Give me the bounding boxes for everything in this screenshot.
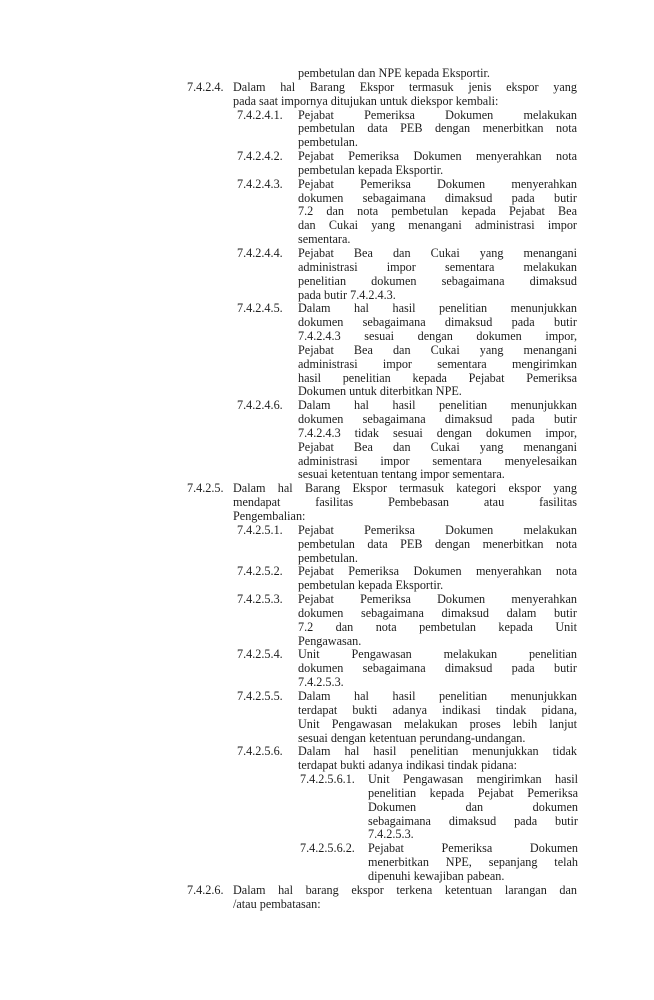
clause-item	[237, 302, 577, 399]
clause-item	[237, 399, 577, 482]
clause-text-line: Unit Pengawasan melakukan proses lebih lanjut	[298, 717, 577, 731]
clause-text-line: Pejabat Bea dan Cukai yang menangani	[298, 343, 577, 357]
clause-text-line: sesuai ketentuan tentang impor sementara.	[298, 468, 505, 482]
clause-text-line: Pejabat Pemeriksa Dokumen menyerahkan	[298, 593, 577, 607]
clause-text-line: Pejabat Pemeriksa Dokumen	[368, 842, 578, 856]
clause-text-line: 7.2 dan nota pembetulan kepada Pejabat Bea	[298, 205, 577, 219]
clause-text-line: Dalam hal hasil penelitian menunjukkan tidak	[298, 745, 577, 759]
clause-text-line: terdapat bukti adanya indikasi tindak pidana,	[298, 703, 577, 717]
clause-text-line: Unit Pengawasan mengirimkan hasil	[368, 773, 578, 787]
clause-number: 7.4.2.4.6.	[237, 398, 283, 413]
clause-text-line: mendapat fasilitas Pembebasan atau fasilitas	[233, 496, 577, 510]
clause-text-line: Dalam hal hasil penelitian menunjukkan	[298, 302, 577, 316]
clause-text-line: pembetulan kepada Eksportir.	[298, 579, 444, 593]
clause-text-line: Pejabat Bea dan Cukai yang menangani	[298, 246, 577, 260]
clause-number: 7.4.2.4.5.	[237, 301, 283, 316]
clause-item	[187, 482, 577, 524]
clause-text-line: pembetulan dan NPE kepada Eksportir.	[298, 67, 490, 80]
clause-text-line: 7.2 dan nota pembetulan kepada Unit	[298, 620, 577, 634]
clause-text-line: dokumen sebagaimana dimaksud pada butir	[298, 191, 577, 205]
clause-item	[237, 648, 577, 690]
clause-number: 7.4.2.5.6.	[237, 744, 283, 759]
clause-text-line: sesuai dengan ketentuan perundang-undangan.	[298, 731, 526, 745]
clause-text-line: Dalam hal Barang Ekspor termasuk kategori ekspor yang	[233, 482, 577, 496]
clause-text-line: Pengembalian:	[233, 510, 306, 523]
clause-number: 7.4.2.5.4.	[237, 647, 283, 662]
clause-item	[237, 593, 577, 648]
clause-text-line: Dokumen dan dokumen	[368, 800, 578, 814]
clause-text-line: pembetulan data PEB dengan menerbitkan nota	[298, 122, 577, 136]
clause-text-line: dokumen sebagaimana dimaksud dalam butir	[298, 606, 577, 620]
clause-text-line: pembetulan.	[298, 136, 358, 150]
clause-number: 7.4.2.5.6.1.	[300, 772, 355, 787]
clause-text-line: Dalam hal hasil penelitian menunjukkan	[298, 689, 577, 703]
clause-text-line: dokumen sebagaimana dimaksud pada butir	[298, 413, 577, 427]
clause-text-line: pembetulan data PEB dengan menerbitkan nota	[298, 537, 577, 551]
clause-text-line: administrasi impor sementara menyelesaikan	[298, 454, 577, 468]
clause-text-line: Dokumen untuk diterbitkan NPE.	[298, 385, 462, 399]
clause-text-line: administrasi impor sementara melakukan	[298, 260, 577, 274]
clause-text-line: Pejabat Pemeriksa Dokumen menyerahkan nota	[298, 150, 577, 164]
clause-text-line: dipenuhi kewajiban pabean.	[368, 869, 505, 883]
clause-text-line: dan Cukai yang menangani administrasi impor	[298, 219, 577, 233]
clause-number: 7.4.2.5.3.	[237, 592, 283, 607]
clause-item	[300, 773, 578, 842]
clause-number: 7.4.2.5.	[187, 481, 224, 496]
clause-text-line: pada saat impornya ditujukan untuk diekspor kembali:	[233, 94, 499, 108]
clause-text-line: Dalam hal Barang Ekspor termasuk jenis ekspor yang	[233, 80, 577, 94]
clause-text-line: dokumen sebagaimana dimaksud pada butir	[298, 316, 577, 330]
clause-text-line: Dalam hal barang ekspor terkena ketentuan larangan dan	[233, 883, 577, 897]
clause-text-line: 7.4.2.4.3 sesuai dengan dokumen impor,	[298, 330, 577, 344]
clause-item	[237, 565, 577, 593]
clause-item	[237, 247, 577, 302]
clause-text-line: Pengawasan.	[298, 634, 362, 648]
clause-text-line: Pejabat Pemeriksa Dokumen melakukan	[298, 523, 577, 537]
clause-number: 7.4.2.6.	[187, 882, 224, 897]
clause-text-line: Pejabat Bea dan Cukai yang menangani	[298, 440, 577, 454]
clause-text-line: penelitian kepada Pejabat Pemeriksa	[368, 786, 578, 800]
clause-text-line: pembetulan.	[298, 551, 358, 565]
clause-text-line: dokumen sebagaimana dimaksud pada butir	[298, 662, 577, 676]
clause-item	[187, 81, 577, 109]
clause-text-line: /atau pembatasan:	[233, 897, 321, 911]
clause-number: 7.4.2.4.1.	[237, 107, 283, 122]
clause-text-line: 7.4.2.5.3.	[298, 676, 344, 690]
clause-number: 7.4.2.5.1.	[237, 522, 283, 537]
clause-text-line: administrasi impor sementara mengirimkan	[298, 357, 577, 371]
clause-text-line: pembetulan kepada Eksportir.	[298, 163, 444, 177]
clause-text-line: sementara.	[298, 233, 351, 247]
clause-text-line: terdapat bukti adanya indikasi tindak pidana:	[298, 759, 517, 773]
clause-text-line: Unit Pengawasan melakukan penelitian	[298, 648, 577, 662]
clause-item	[237, 109, 577, 151]
clause-number: 7.4.2.4.4.	[237, 245, 283, 260]
regulation-clause-list	[0, 67, 654, 911]
clause-text-line: menerbitkan NPE, sepanjang telah	[368, 856, 578, 870]
clause-text-line: 7.4.2.5.3.	[368, 828, 414, 842]
clause-item	[237, 150, 577, 178]
clause-item	[187, 884, 577, 912]
clause-number: 7.4.2.5.5.	[237, 688, 283, 703]
clause-item	[237, 745, 577, 773]
clause-item	[300, 842, 578, 884]
clause-text-line: sebagaimana dimaksud pada butir	[368, 814, 578, 828]
clause-text-line: pada butir 7.4.2.4.3.	[298, 288, 396, 302]
clause-text-line: Pejabat Pemeriksa Dokumen melakukan	[298, 108, 577, 122]
clause-number: 7.4.2.4.2.	[237, 149, 283, 164]
clause-text-line: Pejabat Pemeriksa Dokumen menyerahkan nota	[298, 565, 577, 579]
clause-number: 7.4.2.5.6.2.	[300, 841, 355, 856]
clause-text-line: Pejabat Pemeriksa Dokumen menyerahkan	[298, 177, 577, 191]
clause-number: 7.4.2.5.2.	[237, 564, 283, 579]
clause-number: 7.4.2.4.	[187, 79, 224, 94]
clause-item	[237, 690, 577, 745]
clause-text-line: penelitian dokumen sebagaimana dimaksud	[298, 274, 577, 288]
clause-text-line: Dalam hal hasil penelitian menunjukkan	[298, 399, 577, 413]
clause-text-line: 7.4.2.4.3 tidak sesuai dengan dokumen impor,	[298, 426, 577, 440]
clause-item	[237, 178, 577, 247]
clause-item	[237, 524, 577, 566]
clause-text-line: hasil penelitian kepada Pejabat Pemeriksa	[298, 371, 577, 385]
clause-number: 7.4.2.4.3.	[237, 176, 283, 191]
continuation-text	[237, 67, 577, 81]
